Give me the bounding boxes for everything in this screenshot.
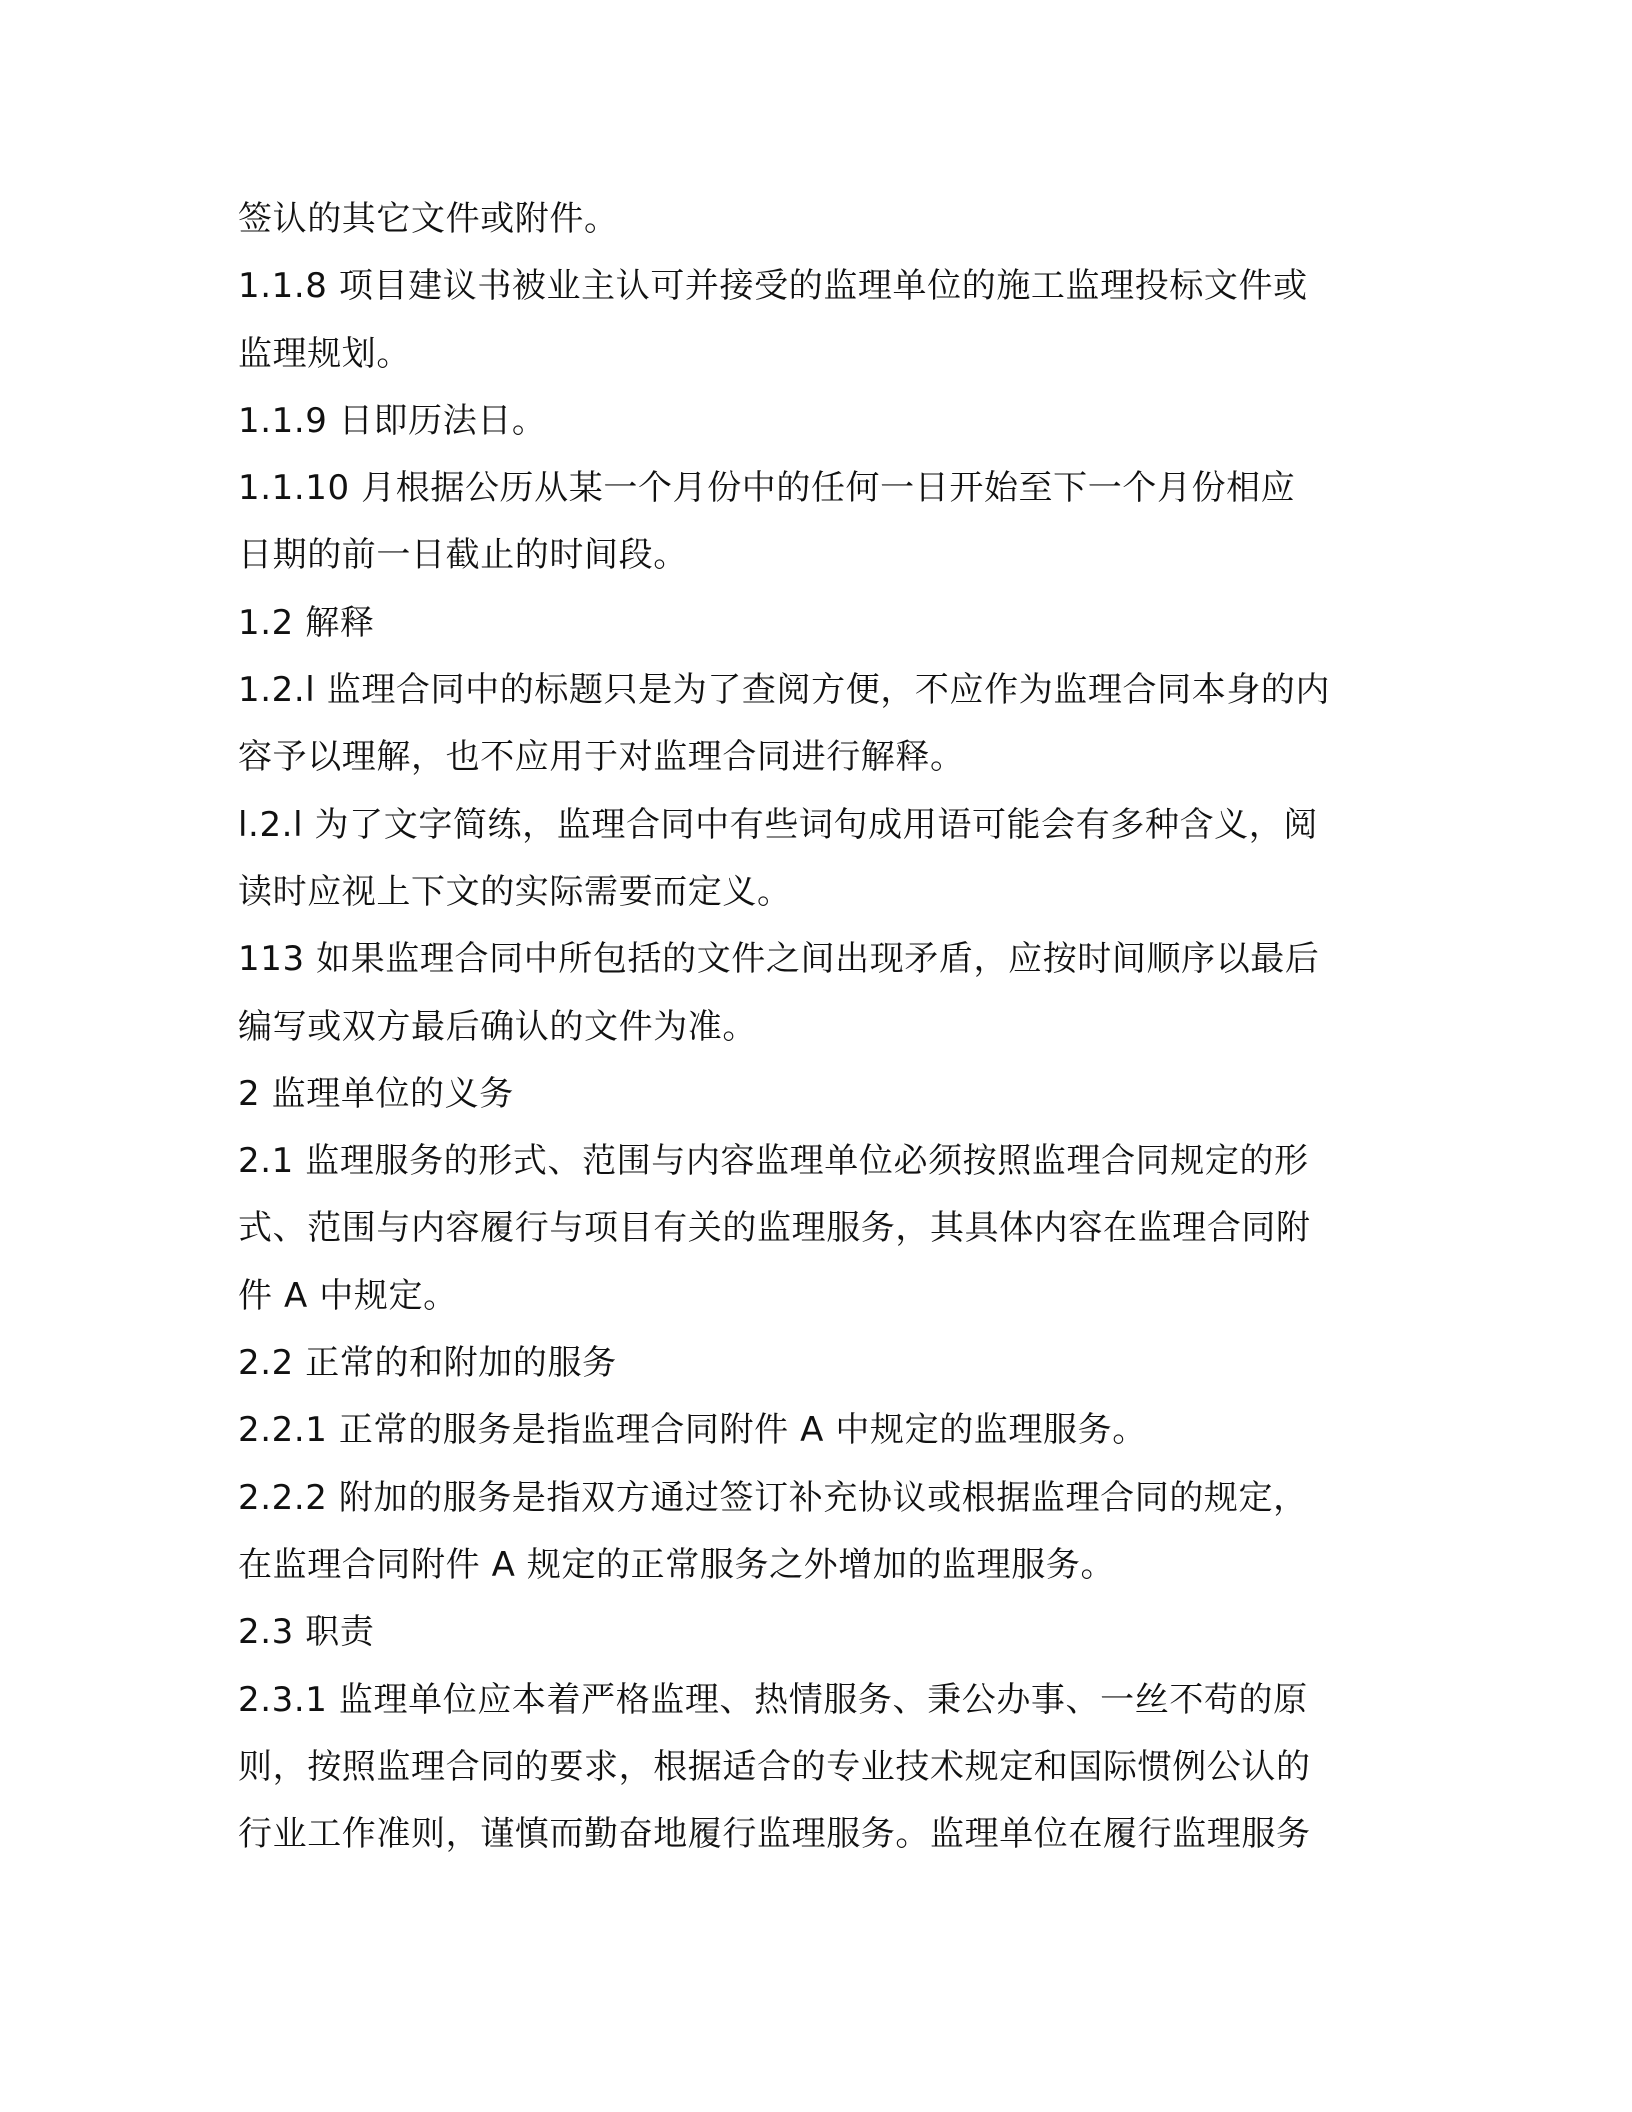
section-heading: 1.2 解释 xyxy=(238,602,375,643)
section-heading: 2 监理单位的义务 xyxy=(238,1073,514,1114)
text-line: 2.3.1 监理单位应本着严格监理、热情服务、秉公办事、一丝不苟的原 xyxy=(238,1679,1308,1720)
text-line: 1.1.8 项目建议书被业主认可并接受的监理单位的施工监理投标文件或 xyxy=(238,266,1308,307)
text-line: 编写或双方最后确认的文件为准。 xyxy=(238,1006,757,1047)
section-heading: 2.2 正常的和附加的服务 xyxy=(238,1343,617,1384)
text-line: 签认的其它文件或附件。 xyxy=(238,199,619,239)
section-heading: 2.3 职责 xyxy=(238,1612,375,1653)
text-line: 2.2.2 附加的服务是指双方通过签订补充协议或根据监理合同的规定， xyxy=(238,1477,1308,1518)
text-line: 113 如果监理合同中所包括的文件之间出现矛盾，应按时间顺序以最后 xyxy=(238,939,1320,980)
text-line: 2.1 监理服务的形式、范围与内容监理单位必须按照监理合同规定的形 xyxy=(238,1141,1309,1182)
text-line: 行业工作准则，谨慎而勤奋地履行监理服务。监理单位在履行监理服务 xyxy=(238,1814,1311,1855)
text-line: 容予以理解，也不应用于对监理合同进行解释。 xyxy=(238,737,965,778)
text-line: l.2.l 为了文字简练，监理合同中有些词句成用语可能会有多种含义，阅 xyxy=(238,804,1318,845)
text-line: 2.2.1 正常的服务是指监理合同附件 A 中规定的监理服务。 xyxy=(238,1410,1147,1451)
text-line: 件 A 中规定。 xyxy=(238,1275,458,1316)
text-line: 在监理合同附件 A 规定的正常服务之外增加的监理服务。 xyxy=(238,1544,1116,1585)
text-line: 日期的前一日截止的时间段。 xyxy=(238,535,688,576)
text-line: 1.2.l 监理合同中的标题只是为了查阅方便，不应作为监理合同本身的内 xyxy=(238,670,1331,711)
text-line: 式、范围与内容履行与项目有关的监理服务，其具体内容在监理合同附 xyxy=(238,1208,1311,1249)
text-line: 则，按照监理合同的要求，根据适合的专业技术规定和国际惯例公认的 xyxy=(238,1746,1311,1787)
text-line: 读时应视上下文的实际需要而定义。 xyxy=(238,871,792,912)
text-line: 监理规划。 xyxy=(238,333,411,374)
document-body xyxy=(238,186,1398,1868)
text-line: 1.1.9 日即历法日。 xyxy=(238,400,547,441)
text-line: 1.1.10 月根据公历从某一个月份中的任何一日开始至下一个月份相应 xyxy=(238,468,1296,509)
